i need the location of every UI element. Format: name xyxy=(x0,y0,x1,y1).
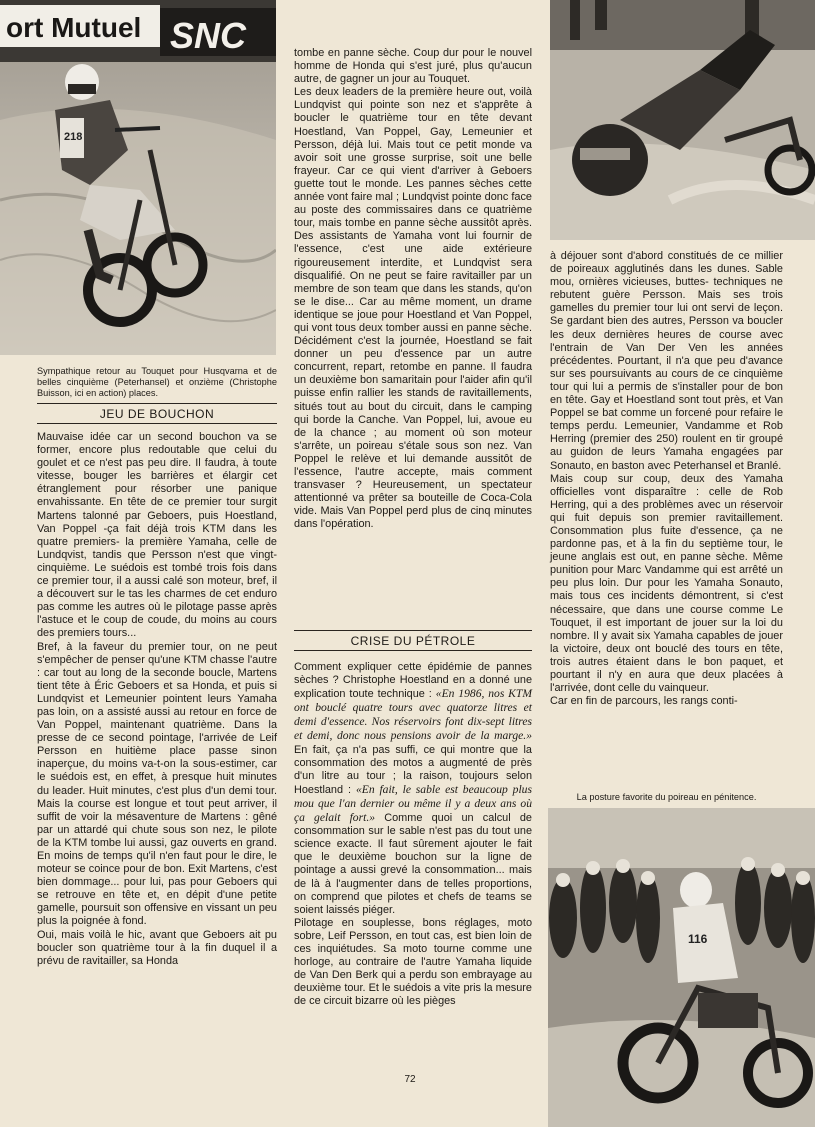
col2-p3-text-e: Comme quoi un calcul de consommation sur le sable n'est pas du tout une science exacte. Il faut sûrement ajouter le fait que le deuxième bouchon sur la ligne de pointage a aussi grevé la consommation... mais de là à l'augmenter dans de telles proportions, on comprend que pilotes et chefs de teams se soient laissés piéger. xyxy=(294,812,532,916)
column-2 xyxy=(294,47,532,531)
col2-paragraph-3 xyxy=(294,661,532,917)
banner-text-mutuel: ort Mutuel xyxy=(6,12,142,43)
heading-jeu-de-bouchon: JEU DE BOUCHON xyxy=(37,403,277,424)
col3-paragraph-1: à déjouer sont d'abord constitués de ce millier de poireaux agglutinés dans les dunes. Sable mou, ornières vicieuses, buttes- techniques ne rebutent guère Persson. Mais ses trois gamelles du premier tour lui ont servi de leçon. Se gardant bien des autres, Persson va boucler les deux dernières heures de course avec l'entrain de Van Der Ven les années précédentes. Pourtant, il n'a que peu d'avance sur ses poursuivants au cours de ce cinquième tour qui lui a permis de s'installer pour de bon en tête. Gay et Hoestland sont tout près, et Van Poppel se bat comme un forcené pour refaire le temps perdu. Lemeunier, Vandamme et Rob Herring (premier des 250) roulent en tir groupé au guidon de leurs Yamaha engagées par Sonauto, en baston avec Peterhansel et Branlé. xyxy=(550,250,783,472)
page-number: 72 xyxy=(404,1074,416,1085)
col2-p3-text-a: Comment expliquer cette épidémie de pannes sèches ? Christophe Hoestland en a donné une explication toute technique : xyxy=(294,661,532,701)
col1-paragraph-2: Bref, à la faveur du premier tour, on ne peut s'empêcher de penser qu'une KTM chasse l'autre : car tout au long de la seconde boucle, Martens tient tête à Éric Geboers et sa Honda, et puis si Lundqvist et Lemeunier pointent leurs Yamaha pas loin, on a assisté aussi au retour en force de Van Poppel, maintenant quatrième. Dans la presse de ce second pointage, l'arrivée de Leif Persson en huitième place passe sinon inaperçue, du moins va-t-on la sous-estimer, car le suédois est, en effet, à presque huit minutes du leader. Huit minutes, c'est plus d'un demi tour. Mais la course est longue et tout peut arriver, il suffit de voir la mésaventure de Martens : gêné par un attardé qui chute sous son nez, le pilote de la KTM tombe lui aussi, gaz ouverts en grand. En moins de temps qu'il n'en faut pour le dire, le moteur se coince pour de bon. Exit Martens, c'est bien dommage... pour lui, pas pour Geboers qui se retrouve en tête et, en dépit d'une petite gamelle, poursuit son offensive en vissant un peu plus la poignée à fond. xyxy=(37,640,277,928)
heading-crise-du-petrole: CRISE DU PÉTROLE xyxy=(294,630,532,651)
photo-rider-husqvarna xyxy=(0,0,276,355)
column-1 xyxy=(37,431,277,968)
column-2-lower xyxy=(294,661,532,1008)
banner-text-snc: SNC xyxy=(170,15,247,56)
col2-p3-text-c: En fait, ça n'a pas suffi, ce qui montre que la consommation des motos a augmenté de près d'un litre au tour ; la raison, toujours selon Hoestland : xyxy=(294,743,532,796)
col1-paragraph-3: Oui, mais voilà le hic, avant que Geboers ait pu boucler son quatrième tour à la fin duquel il a prévu de ravitailler, sa Honda xyxy=(37,928,277,967)
photo-rider-fall xyxy=(550,0,815,240)
photo-rider-crowd xyxy=(548,808,815,1127)
col2-paragraph-1: tombe en panne sèche. Coup dur pour le nouvel homme de Honda qui s'est juré, plus qu'aucun autre, de gagner un jour au Touquet. xyxy=(294,47,532,86)
col2-paragraph-4: Pilotage en souplesse, bons réglages, moto sobre, Leif Persson, en tout cas, est bien loin de ces inquiétudes. Sa moto tourne comme une horloge, au contraire de l'autre Yamaha liquide de Van Den Berk qui a perdu son embrayage au deuxième tour. Et le suédois a vite pris la mesure de ce circuit bizarre où les pièges xyxy=(294,916,532,1008)
caption-husqvarna: Sympathique retour au Touquet pour Husqvarna et de belles cinquième (Peterhansel) et onzième (Christophe Buisson, ici en action) places. xyxy=(37,366,277,398)
col2-quote-2: «En fait, le sable est beaucoup plus mou que l'an dernier ou même il y a deux ans où ça gelait fort.» xyxy=(294,782,532,825)
rider-number-plate-2: 116 xyxy=(688,932,708,946)
col2-paragraph-2: Les deux leaders de la première heure out, voilà Lundqvist qui pointe son nez et s'apprête à boucler le quatrième tour en tête devant Hoestland, Van Poppel, Gay, Lemeunier et Persson, déjà lui. Mais tout ce petit monde va avoir soit une grosse surprise, soit une belle frayeur. Car ce qui vient d'arriver à Geboers guette tout le monde. Les pannes sèches cette année vont faire mal ; Lundqvist pointe donc face au poste des commissaires dans ce quatrième tour, mais tombe en panne sèche aussitôt après. Des assistants de Yamaha vont lui fournir de l'essence, c'est une aide extérieure rigoureusement interdite, et Lundqvist sera disqualifié. On ne peut se faire ravitailler par un membre de son team que dans les stands, qu'on se le dise... Car au même moment, un drame identique se joue pour Hoestland et Van Poppel, qui vont tous deux tomber aussi en panne sèche. Décidément c'est la journée, Hoestland se fait donner un peu d'essence par un autre concurrent, repart, retombe en panne. Il faudra un deuxième bon samaritain pour l'aider afin qu'il puisse enfin rallier les stands de ravitaillements, situés tout au bout du circuit, dans le camping qui borde la Canche. Van Poppel, lui, avoue eu de la chance ; au moment où son moteur s'arrête, un poireau s'étale sous son nez. Van Poppel le relève et lui demande aussitôt de l'essence, l'autre accepte, mais comment transvaser ? Heureusement, un spectateur attentionné va prêter sa bouteille de Coca-Cola vide. Mais Van Poppel perd plus de cinq minutes dans l'opération. xyxy=(294,86,532,531)
col2-quote-1: «En 1986, nos KTM ont bouclé quatre tours avec quatorze litres et demi d'essence. Nos réservoirs font dix-sept litres et demi, donc nous pensions avoir de la marge.» xyxy=(294,687,533,743)
caption-poireau: La posture favorite du poireau en pénitence. xyxy=(576,792,757,802)
rider-number-plate: 218 xyxy=(64,131,83,143)
col3-paragraph-3: Car en fin de parcours, les rangs conti- xyxy=(550,695,738,708)
col3-paragraph-2: Mais coup sur coup, deux des Yamaha officielles vont disparaître : celle de Rob Herring, qui a des problèmes avec un réservoir qui fuit depuis son premier ravitaillement. Consommation plus fuite d'essence, ça ne pardonne pas, et à la fin du septième tour, le jeune anglais est out, en panne sèche. Même punition pour Marc Vandamme qui est arrêté un peu plus loin. Dur pour les Yamaha Sonauto, mais tous ces incidents démontrent, si c'est nécessaire, que dans une course comme Le Touquet, il est important de jouer sur la loi du nombre. Il y avait six Yamaha capables de jouer la victoire, deux ont bouclé des tours en tête, trois autres étaient dans le bon paquet, et pourtant il n'y en aura que deux placées à l'arrivée, dont celle du vainqueur. xyxy=(550,472,783,695)
col1-paragraph-1: Mauvaise idée car un second bouchon va se former, encore plus redoutable que celui du goulet et ce n'est pas peu dire. Il faudra, à toute vitesse, bouger les barrières et élargir cet étranglement pour résorber une panique envahissante. En tête de ce premier tour surgit Martens talonné par Geboers, puis Hoestland, Van Poppel -ça fait déjà trois KTM dans les quatre premiers- la première Yamaha, celle de Lundqvist, tandis que Persson n'est que vingt-cinquième. Le suédois est tombé trois fois dans ce premier tour, il a aussi calé son moteur, bref, il a découvert sur le tas les charmes de cet enduro pas comme les autres où le pilotage passe après l'astuce et le coup de coude, du moins au cours des premiers tours... xyxy=(37,431,277,640)
column-3 xyxy=(550,250,783,708)
